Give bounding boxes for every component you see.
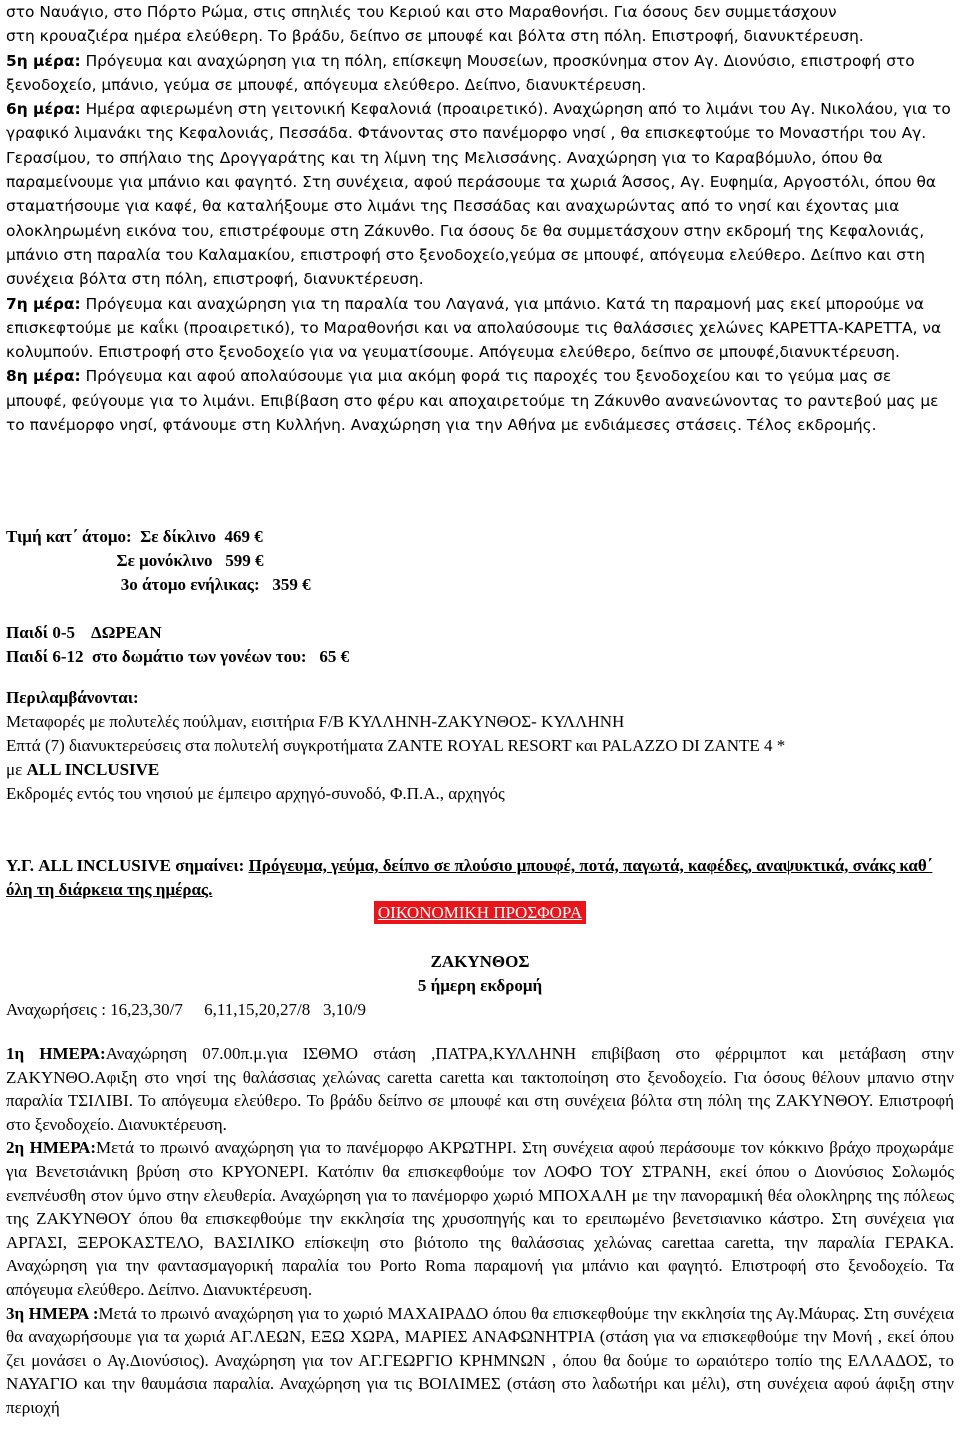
day6-text: Ημέρα αφιερωμένη στη γειτονική Κεφαλονιά (προαιρετικό). Αναχώρηση από το λιμάνι του Αγ. Νικολάου, για το γραφικό λιμανάκι της Κεφαλονιάς, Πεσσάδα. Φτάνοντας στο πανέμορφο νησί , θα επισκεφτούμε το Μοναστήρι του Αγ. Γερασίμου, το σπήλαιο της Δρογγαράτης και τη λίμνη της Μελισσάνης. Αναχώρηση για το Καραβόμυλο, όπου θα παραμείνουμε για μπάνιο και φαγητό. Στη συνέχεια, αφού περάσουμε τα χωριά Άσσος, Αγ. Ευφημία, Αργοστόλι, όπου θα σταματήσουμε για καφέ, θα καταλήξουμε στο λιμάνι της Πεσσάδας και αναχωρώντας από το νησί και έχοντας μια ολοκληρωμένη εικόνα του, επιστρέφουμε στη Ζάκυνθο. Για όσους δε θα συμμετάσχουν στην εκδρομή της Κεφαλονιάς, μπάνιο στη παραλία του Καλαμακίου, επιστροφή στο ξενοδοχείο,γεύμα σε μπουφέ, απόγευμα ελεύθερο. Δείπνο και στη συνέχεια βόλτα στη πόλη, επιστροφή, διανυκτέρευση. — [6, 100, 951, 289]
day5-paragraph — [6, 49, 954, 98]
day7-label: 7η μέρα: — [6, 294, 81, 313]
day8-text: Πρόγευμα και αφού απολαύσουμε για μια ακόμη φορά τις παροχές του ξενοδοχείου και το γεύμα μας σε μπουφέ, φεύγουμε για το λιμάνι. Επιβίβαση στο φέρυ και αποχαιρετούμε τη Ζάκυνθο ανανεώνοντας το ραντεβού μας με το πανέμορφο νησί, φτάνουμε στη Κυλλήνη. Αναχώρηση για την Αθήνα με ενδιάμεσες στάσεις. Τέλος εκδρομής. — [6, 367, 939, 435]
day1-label: 1η ΗΜΕΡΑ: — [6, 1044, 106, 1063]
day6-paragraph — [6, 97, 954, 291]
itinerary-section — [6, 1042, 954, 1420]
day5-label: 5η μέρα: — [6, 51, 81, 70]
day8-label: 8η μέρα: — [6, 367, 81, 386]
included-line-4: Εκδρομές εντός του νησιού με έμπειρο αρχηγό-συνοδό, Φ.Π.Α., αρχηγός — [6, 784, 505, 803]
itinerary-day2 — [6, 1136, 954, 1301]
day8-paragraph — [6, 364, 954, 437]
day7-paragraph — [6, 292, 954, 365]
price-third-adult: 3ο άτομο ενήλικας: 359 € — [6, 575, 311, 594]
offer-banner — [6, 903, 954, 923]
top-line-2: στη κρουαζιέρα ημέρα ελεύθερη. Το βράδυ, δείπνο σε μπουφέ και βόλτα στη πόλη. Επιστροφή, διανυκτέρευση. — [6, 27, 864, 46]
zakynthos-title: ΖΑΚΥΝΘΟΣ — [430, 952, 530, 971]
included-title: Περιλαμβάνονται: — [6, 688, 139, 707]
itinerary-day3 — [6, 1302, 954, 1420]
price-child-6-12: Παιδί 6-12 στο δωμάτιο των γονέων του: 65 € — [6, 647, 350, 666]
zakynthos-header — [6, 950, 954, 1022]
included-section — [6, 686, 954, 806]
note-text: Πρόγευμα, γεύμα, δείπνο σε πλούσιο μπουφέ, ποτά, παγωτά, καφέδες, αναψυκτικά, σνάκς καθ΄ όλη τη διάρκεια της ημέρας. — [6, 856, 933, 899]
price-child-0-5: Παιδί 0-5 ΔΩΡΕΑΝ — [6, 623, 162, 642]
price-single: Σε μονόκλινο 599 € — [6, 551, 264, 570]
offer-label: ΟΙΚΟΝΟΜΙΚΗ ΠΡΟΣΦΟΡΑ — [374, 901, 586, 924]
top-section — [6, 0, 954, 437]
day2-text: Μετά το πρωινό αναχώρηση για το πανέμορφο ΑΚΡΩΤΗΡΙ. Στη συνέχεια αφού περάσουμε τον κόκκινο βράχο προχωράμε για Βενετσιάνικη βρύση στο ΚΡΥΟΝΕΡΙ. Κατόπιν θα επισκεφθούμε τον ΛΟΦΟ ΤΟΥ ΣΤΡΑΝΗ, εκεί όπου ο Διονύσιος Σολωμός ενεπνέυσθη στον ύμνο στην ελευθερία. Αναχώρηση για το πανέμορφο χωριό ΜΠΟΧΑΛΗ με την πανοραμική θέα ολοκληρης της πόλεως της ΖΑΚΥΝΘΟΥ όπου θα επισκεφθούμε την εκκλησία της χρυσοπηγής και το ερειπωμένο βενετσιανικο κάστρο. Στη συνέχεια για ΑΡΓΑΣΙ, ΞΕΡΟΚΑΣΤΕΛΟ, ΒΑΣΙΛΙΚΟ επίσκεψη στο βιότοπο της θαλάσσιας χελώνας carettaa caretta, την παραλία ΓΕΡΑΚΑ. Αναχώρηση για την φαντασμαγορική παραλία του Porto Roma παραμονή για μπάνιο και φαγητό. Επιστροφή στο ξενοδοχείο. Τα απόγευμα ελεύθερο. Δείπνο. Διανυκτέρευση. — [6, 1138, 954, 1299]
day7-text: Πρόγευμα και αναχώρηση για τη παραλία του Λαγανά, για μπάνιο. Κατά τη παραμονή μας εκεί μπορούμε να επισκεφτούμε με καΐκι (προαιρετικό), το Μαραθονήσι και να απολαύσουμε τις θαλάσσιες χελώνες ΚΑΡΕΤΤΑ-ΚΑΡΕΤΤΑ, να κολυμπούν. Επιστροφή στο ξενοδοχείο για να γευματίσουμε. Απόγευμα ελεύθερο, δείπνο σε μπουφέ,διανυκτέρευση. — [6, 294, 942, 362]
included-line-2: Επτά (7) διανυκτερεύσεις στα πολυτελή συγκροτήματα ZANTE ROYAL RESORT και PALAZZO DI ZANTE 4 * — [6, 736, 786, 755]
included-line-1: Μεταφορές με πολυτελές πούλμαν, εισιτήρια F/B ΚΥΛΛΗΝΗ-ΖΑΚΥΝΘΟΣ- ΚΥΛΛΗΝΗ — [6, 712, 625, 731]
departures: Αναχωρήσεις : 16,23,30/7 6,11,15,20,27/8 3,10/9 — [6, 1000, 366, 1019]
all-inclusive-label: ALL INCLUSIVE — [26, 760, 160, 779]
zakynthos-subtitle: 5 ήμερη εκδρομή — [417, 976, 543, 995]
note-prefix: Υ.Γ. ALL INCLUSIVE σημαίνει: — [6, 856, 249, 875]
included-line-3: με ALL INCLUSIVE — [6, 760, 160, 779]
top-line-1: στο Ναυάγιο, στο Πόρτο Ρώμα, στις σπηλιές του Κεριού και στο Μαραθονήσι. Για όσους δεν συμμετάσχουν — [6, 3, 837, 21]
day1-text: Αναχώρηση 07.00π.μ.για ΙΣΘΜΟ στάση ,ΠΑΤΡΑ,ΚΥΛΛΗΝΗ επιβίβαση στο φέρριμποτ και μετάβαση στην ΖΑΚΥΝΘΟ.Αφιξη στο νησί της θαλάσσιας χελώνας caretta caretta και τακτοποίηση στο ξενοδοχείο. Για όσους θέλουν μπανιο στην παραλία ΤΣΙΛΙΒΙ. Το απόγευμα ελεύθερο. Το βράδυ δείπνο σε μπουφέ και στη συνέχεια βόλτα στη πόλη της ΖΑΚΥΝΘΟΥ. Επιστροφή στο ξενοδοχείο. Διανυκτέρευση. — [6, 1044, 954, 1134]
day3-text: Μετά το πρωινό αναχώρηση για το χωριό ΜΑΧΑΙΡΑΔΟ όπου θα επισκεφθούμε την εκκλησία της Αγ.Μάυρας. Στη συνέχεια θα αναχωρήσουμε για τα χωριά ΑΓ.ΛΕΩΝ, ΕΞΩ ΧΩΡΑ, ΜΑΡΙΕΣ ΑΝΑΦΩΝΗΤΡΙΑ (στάση για να επισκεφθούμε την Μονή , εκεί όπου ζει μονάσει ο Αγ.Διονύσιος). Αναχώρηση για τον ΑΓ.ΓΕΩΡΓΙΟ ΚΡΗΜΝΩΝ , όπου θα δούμε το ωραιότερο τοπίο της ΕΛΛΑΔΟΣ, το ΝΑΥΑΓΙΟ και την θαυμάσια παραλία. Αναχώρηση για τις ΒΟΙΛΙΜΕΣ (στάση στο λαδωτήρι και μέλι), στη συνέχεια αφού άφιξη στην περιοχή — [6, 1303, 954, 1417]
day2-label: 2η ΗΜΕΡΑ: — [6, 1138, 97, 1158]
itinerary-day1 — [6, 1042, 954, 1136]
day3-label: 3η ΗΜΕΡΑ : — [6, 1303, 99, 1323]
all-inclusive-note — [6, 854, 954, 902]
day5-text: Πρόγευμα και αναχώρηση για τη πόλη, επίσκεψη Μουσείων, προσκύνημα στον Αγ. Διονύσιο, επιστροφή στο ξενοδοχείο, μπάνιο, γεύμα σε μπουφέ, απόγευμα ελεύθερο. Δείπνο, διανυκτέρευση. — [6, 51, 915, 94]
day6-label: 6η μέρα: — [6, 100, 81, 119]
price-block — [6, 525, 349, 669]
price-double: Τιμή κατ΄ άτομο: Σε δίκλινο 469 € — [6, 527, 263, 546]
